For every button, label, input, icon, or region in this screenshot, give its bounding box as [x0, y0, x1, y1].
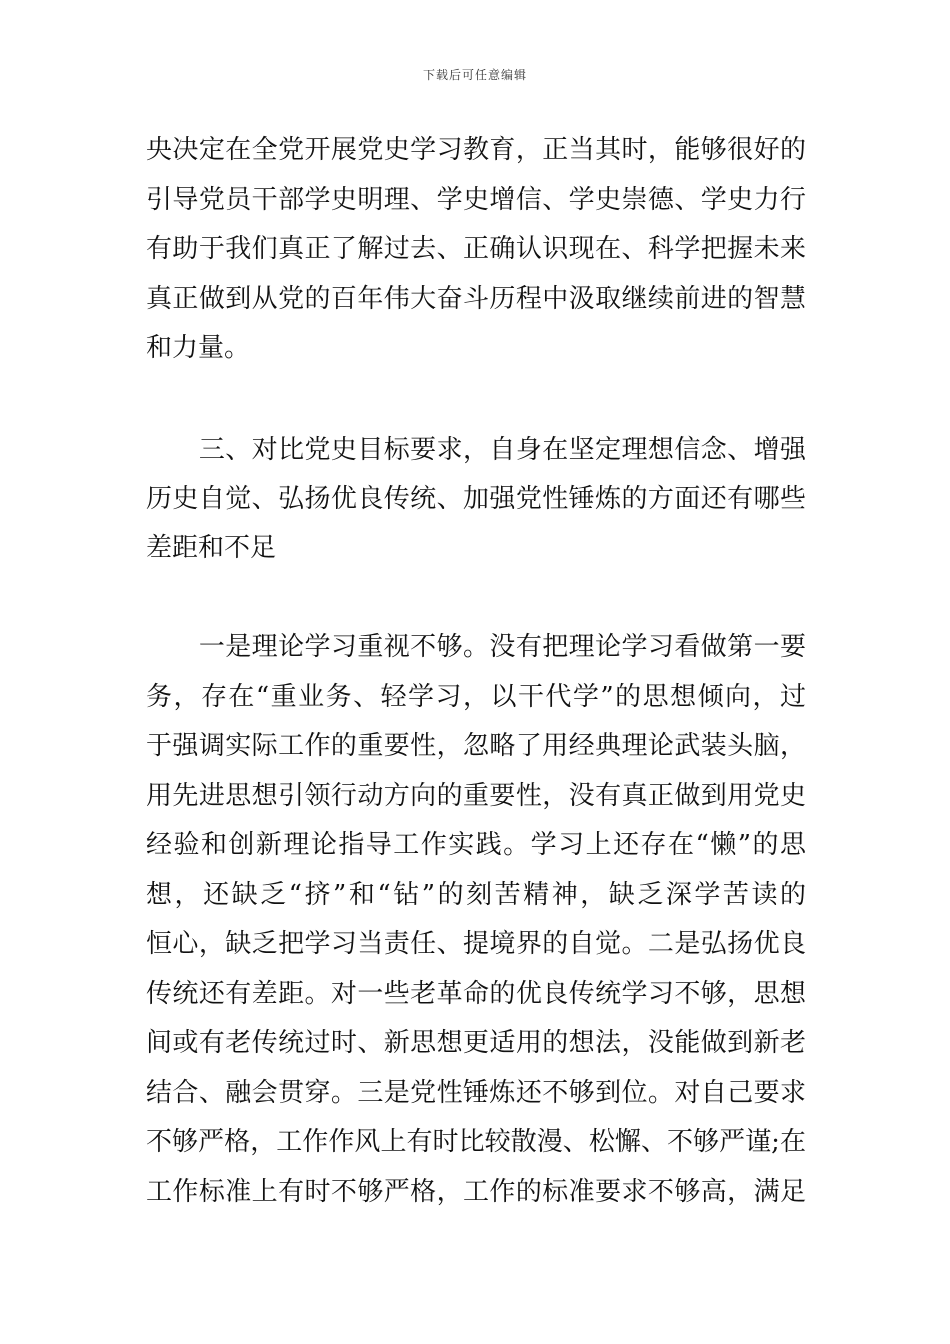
text-line: 经验和创新理论指导工作实践。学习上还存在“懒”的思: [146, 830, 806, 860]
text-line: 工作标准上有时不够严格，工作的标准要求不够高，满足: [146, 1177, 806, 1207]
section-heading-line: 历史自觉、弘扬优良传统、加强党性锤炼的方面还有哪些: [146, 484, 806, 514]
text-line: 结合、融会贯穿。三是党性锤炼还不够到位。对自己要求: [146, 1078, 806, 1108]
text-line: 一是理论学习重视不够。没有把理论学习看做第一要: [146, 632, 806, 662]
text-line: 恒心，缺乏把学习当责任、提境界的自觉。二是弘扬优良: [146, 929, 806, 959]
text-line: 和力量。: [146, 333, 251, 363]
text-line: 引导党员干部学史明理、学史增信、学史崇德、学史力行: [146, 185, 806, 215]
text-line: 央决定在全党开展党史学习教育，正当其时，能够很好的: [146, 135, 806, 165]
text-line: 不够严格，工作作风上有时比较散漫、松懈、不够严谨;在: [146, 1127, 806, 1157]
text-line: 用先进思想引领行动方向的重要性，没有真正做到用党史: [146, 781, 806, 811]
text-line: 务，存在“重业务、轻学习，以干代学”的思想倾向，过: [146, 682, 806, 712]
text-line: 间或有老传统过时、新思想更适用的想法，没能做到新老: [146, 1028, 806, 1058]
section-heading-line: 三、对比党史目标要求，自身在坚定理想信念、增强: [146, 435, 806, 465]
text-line: 有助于我们真正了解过去、正确认识现在、科学把握未来: [146, 234, 806, 264]
text-line: 于强调实际工作的重要性，忽略了用经典理论武装头脑，: [146, 731, 806, 761]
page-header: 下载后可任意编辑: [422, 68, 527, 82]
text-line: 传统还有差距。对一些老革命的优良传统学习不够，思想: [146, 979, 806, 1009]
text-line: 真正做到从党的百年伟大奋斗历程中汲取继续前进的智慧: [146, 284, 806, 314]
section-heading-line: 差距和不足: [146, 533, 277, 563]
text-line: 想，还缺乏“挤”和“钻”的刻苦精神，缺乏深学苦读的: [146, 880, 806, 910]
